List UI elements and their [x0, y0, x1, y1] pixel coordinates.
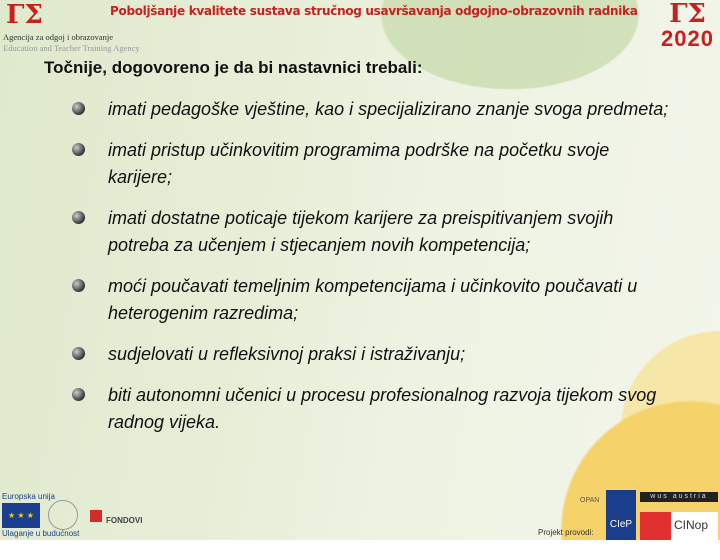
item-text: imati dostatne poticaje tijekom karijere za preispitivanjem svojih potreba za učenjem i stjecanjem novih kompetencija;	[108, 208, 614, 255]
bullet-icon	[72, 347, 85, 360]
list-item	[72, 382, 672, 436]
logo-year: 2020	[661, 26, 714, 51]
aoo-logo: ΓΣ	[6, 0, 43, 30]
logo-mark: ΓΣ	[669, 0, 706, 29]
item-text: imati pristup učinkovitim programima podrške na početku svoje karijere;	[108, 140, 610, 187]
header-title: Poboljšanje kvalitete sustava stručnog usavršavanja odgojno-obrazovnih radnika	[110, 4, 638, 18]
esf-logo	[48, 500, 78, 530]
cinop-text: CINop	[674, 518, 709, 532]
item-text: sudjelovati u refleksivnoj praksi i istraživanju;	[108, 344, 466, 364]
eu-flag-icon: ★ ★ ★	[2, 503, 40, 528]
ciep-logo: CIeP	[606, 490, 636, 540]
slogan: Ulaganje u budućnost	[2, 529, 80, 538]
item-text: moći poučavati temeljnim kompetencijama i učinkovito poučavati u heterogenim razredima;	[108, 276, 638, 323]
logo-2020	[661, 0, 714, 50]
agency-name-hr: Agencija za odgoj i obrazovanje	[3, 32, 113, 42]
cinop-logo	[640, 512, 718, 540]
agency-name	[3, 32, 140, 54]
wus-logo: wus austria	[640, 492, 718, 502]
slide-heading: Točnije, dogovoreno je da bi nastavnici trebali:	[44, 58, 423, 77]
fondovi-logo: FONDOVI	[90, 516, 142, 525]
list-item	[72, 205, 672, 259]
item-text: imati pedagoške vještine, kao i specijalizirano znanje svoga predmeta;	[108, 99, 669, 119]
list-item	[72, 137, 672, 191]
eu-label: Europska unija	[2, 492, 55, 501]
open-logo: OPAN	[580, 497, 600, 504]
list-item	[72, 96, 672, 123]
agency-name-en: Education and Teacher Training Agency	[3, 43, 140, 53]
bullet-icon	[72, 211, 85, 224]
bullet-icon	[72, 279, 85, 292]
bullet-list	[72, 96, 672, 450]
list-item	[72, 341, 672, 368]
bullet-icon	[72, 143, 85, 156]
projekt-label: Projekt provodi:	[538, 528, 594, 537]
item-text: biti autonomni učenici u procesu profesionalnog razvoja tijekom svog radnog vijeka.	[108, 385, 657, 432]
bullet-icon	[72, 388, 85, 401]
bullet-icon	[72, 102, 85, 115]
list-item	[72, 273, 672, 327]
